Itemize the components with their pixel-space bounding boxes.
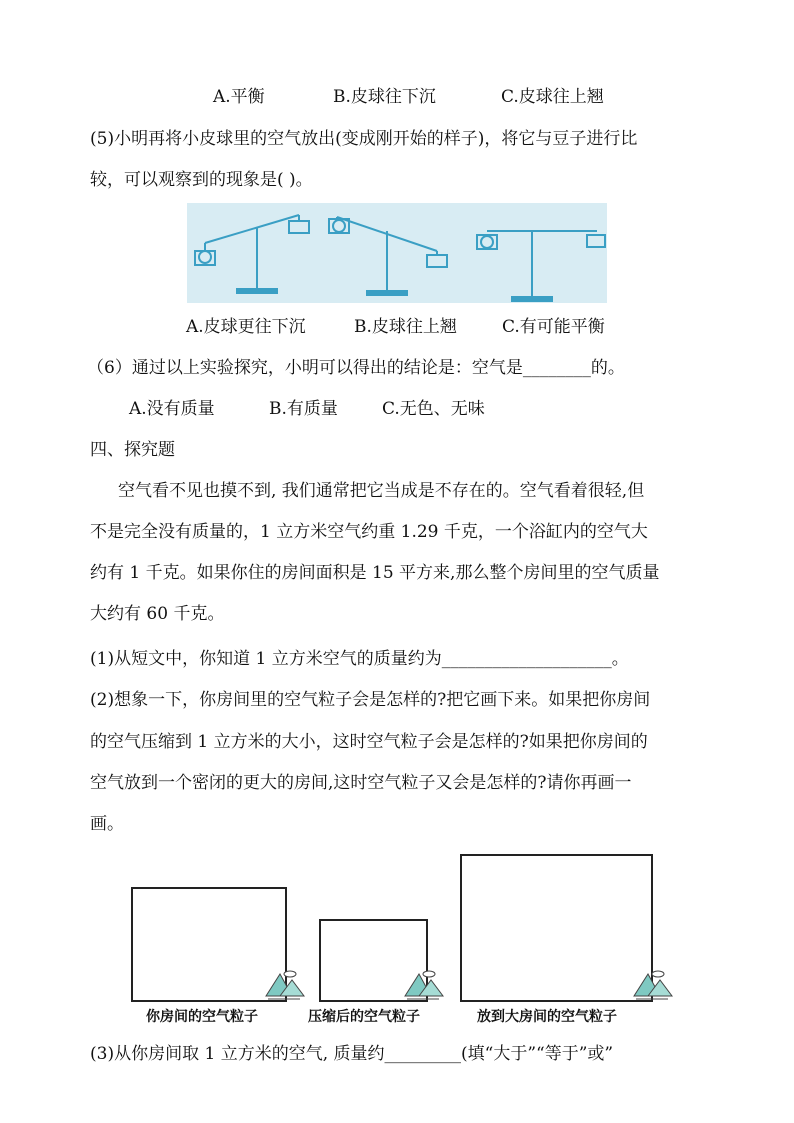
sub-question-3: (3)从你房间取 1 立方米的空气, 质量约_________(填“大于”“等于”或” [90,1044,614,1064]
q4-option-c: C.皮球往上翘 [501,87,604,107]
sub-question-2-line3: 空气放到一个密闭的更大的房间,这时空气粒子又会是怎样的?请你再画一 [90,773,632,793]
passage-line-2: 不是完全没有质量的，1 立方米空气约重 1.29 千克，一个浴缸内的空气大 [90,522,648,542]
sub-question-1: (1)从短文中，你知道 1 立方米空气的质量约为____________________。 [90,649,629,669]
q5-option-b: B.皮球往上翘 [354,317,457,337]
q5-text-line1: (5)小明再将小皮球里的空气放出(变成刚开始的样子)，将它与豆子进行比 [90,129,638,149]
q5-option-c: C.有可能平衡 [502,317,605,337]
caption-compressed: 压缩后的空气粒子 [308,1009,420,1025]
q5-text-line2: 较，可以观察到的现象是( )。 [90,170,313,190]
passage-line-1: 空气看不见也摸不到, 我们通常把它当成是不存在的。空气看着很轻,但 [118,481,645,501]
sub-question-2-line4: 画。 [90,814,124,834]
q5-option-a: A.皮球更往下沉 [186,317,306,337]
mountain-icon [264,966,306,1002]
q6-option-a: A.没有质量 [129,399,215,419]
balance-scales-figure [187,203,607,303]
mountain-icon [632,966,674,1002]
caption-room: 你房间的空气粒子 [146,1009,258,1025]
passage-line-4: 大约有 60 千克。 [90,604,225,624]
q4-option-b: B.皮球往下沉 [333,87,436,107]
q6-option-b: B.有质量 [269,399,338,419]
passage-line-3: 约有 1 千克。如果你住的房间面积是 15 平方来,那么整个房间里的空气质量 [90,563,660,583]
mountain-icon [403,966,445,1002]
drawing-box-large-room[interactable] [460,854,653,1002]
sub-question-2-line1: (2)想象一下，你房间里的空气粒子会是怎样的?把它画下来。如果把你房间 [90,690,651,710]
caption-large-room: 放到大房间的空气粒子 [477,1009,617,1025]
q6-text: （6）通过以上实验探究，小明可以得出的结论是：空气是________的。 [87,358,625,378]
q4-option-a: A.平衡 [213,87,265,107]
section-title: 四、探究题 [90,440,175,460]
q6-option-c: C.无色、无味 [382,399,485,419]
sub-question-2-line2: 的空气压缩到 1 立方米的大小，这时空气粒子会是怎样的?如果把你房间的 [90,732,648,752]
